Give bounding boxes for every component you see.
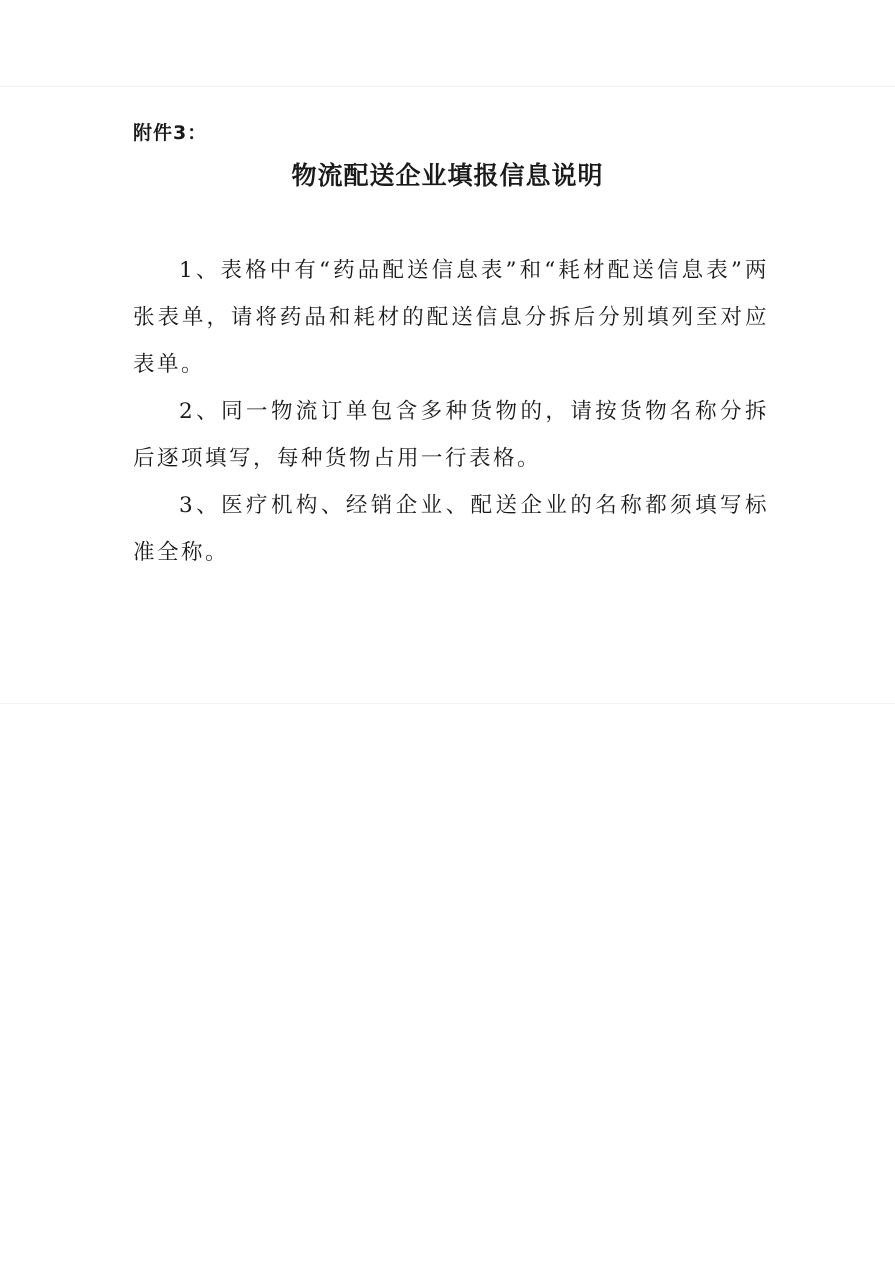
scan-fold-divider (0, 703, 895, 704)
paragraph-2: 2、同一物流订单包含多种货物的，请按货物名称分拆后逐项填写，每种货物占用一行表格。 (133, 399, 769, 471)
document-body (133, 247, 769, 576)
attachment-label: 附件3： (133, 122, 208, 144)
document-title: 物流配送企业填报信息说明 (291, 161, 604, 190)
paragraph-3: 3、医疗机构、经销企业、配送企业的名称都须填写标准全称。 (133, 493, 769, 565)
paragraph-1: 1、表格中有“药品配送信息表”和“耗材配送信息表”两张表单，请将药品和耗材的配送信息分拆后分别填列至对应表单。 (133, 258, 769, 377)
scan-edge-divider (0, 86, 895, 87)
